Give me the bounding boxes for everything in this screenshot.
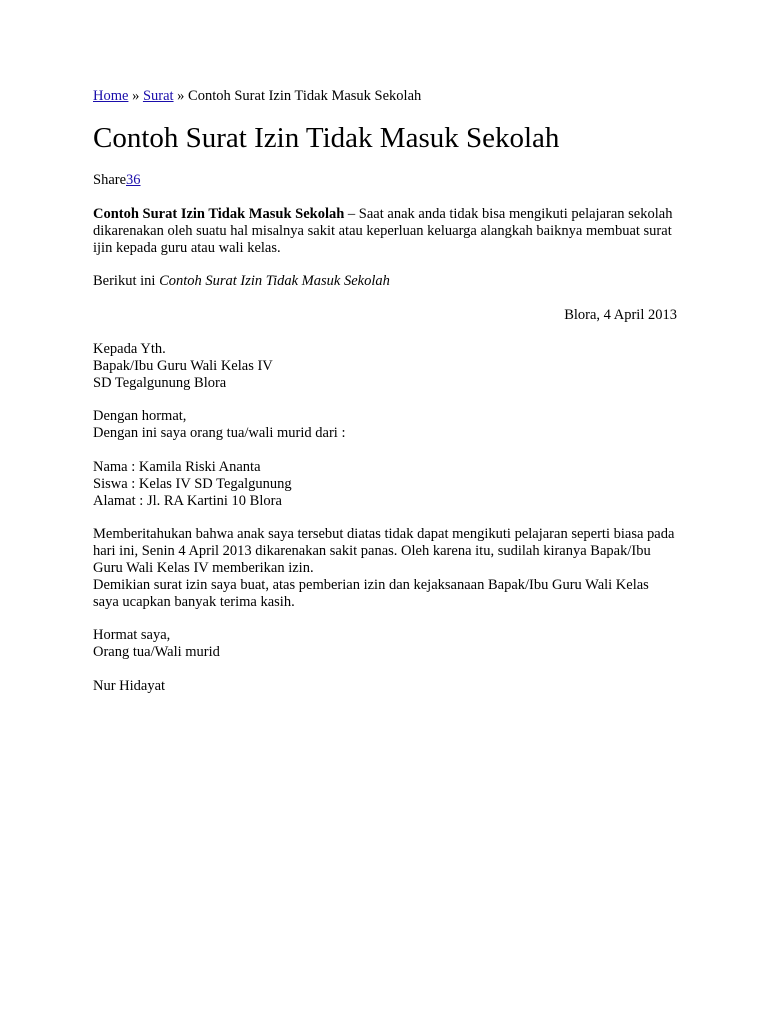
letter-signature <box>93 678 677 695</box>
breadcrumb-category-link[interactable]: Surat <box>142 88 174 104</box>
detail-line: Nama : Kamila Riski Ananta <box>93 459 261 475</box>
greeting-line: Dengan hormat, <box>93 408 187 424</box>
lead-paragraph <box>93 273 390 290</box>
signature-name: Nur Hidayat <box>93 678 166 694</box>
body-paragraph: Demikian surat izin saya buat, atas pemberian izin dan kejaksanaan Bapak/Ibu Guru Wali Kelas saya ucapkan banyak terima kasih. <box>93 577 649 610</box>
intro-paragraph <box>93 206 677 257</box>
intro-bold-title: Contoh Surat Izin Tidak Masuk Sekolah <box>93 206 345 222</box>
closing-line: Orang tua/Wali murid <box>93 644 220 660</box>
closing-line: Hormat saya, <box>93 627 171 643</box>
body-paragraph: Memberitahukan bahwa anak saya tersebut diatas tidak dapat mengikuti pelajaran seperti biasa pada hari ini, Senin 4 April 2013 dikarenakan sakit panas. Oleh karena itu, sudilah kiranya Bapak/Ibu Guru Wali Kelas IV memberikan izin. <box>93 526 675 576</box>
recipient-line: Kepada Yth. <box>93 341 166 357</box>
letter-body <box>93 526 677 611</box>
letter-greeting <box>93 408 677 442</box>
letter-date: Blora, 4 April 2013 <box>564 307 677 323</box>
detail-line: Alamat : Jl. RA Kartini 10 Blora <box>93 493 282 509</box>
page-title: Contoh Surat Izin Tidak Masuk Sekolah <box>93 122 560 154</box>
breadcrumb-separator: » <box>177 88 185 104</box>
breadcrumb-home-link[interactable]: Home <box>93 88 129 104</box>
lead-italic: Contoh Surat Izin Tidak Masuk Sekolah <box>159 273 390 289</box>
recipient-line: SD Tegalgunung Blora <box>93 375 227 391</box>
student-details <box>93 459 677 510</box>
breadcrumb <box>93 88 421 105</box>
share-widget <box>93 172 141 189</box>
recipient-line: Bapak/Ibu Guru Wali Kelas IV <box>93 358 273 374</box>
breadcrumb-separator: » <box>132 88 140 104</box>
letter-recipient <box>93 341 677 392</box>
share-count-link[interactable]: 36 <box>126 172 141 188</box>
intro-text: – Saat anak anda tidak bisa mengikuti pelajaran sekolah dikarenakan oleh suatu hal misalnya sakit atau keperluan keluarga alangkah baiknya membuat surat ijin kepada guru atau wali kelas. <box>93 206 673 256</box>
letter-closing <box>93 627 677 661</box>
detail-line: Siswa : Kelas IV SD Tegalgunung <box>93 476 292 492</box>
breadcrumb-current: Contoh Surat Izin Tidak Masuk Sekolah <box>188 88 422 104</box>
greeting-line: Dengan ini saya orang tua/wali murid dari : <box>93 425 346 441</box>
lead-prefix: Berikut ini <box>93 273 160 289</box>
share-label: Share <box>93 172 127 188</box>
